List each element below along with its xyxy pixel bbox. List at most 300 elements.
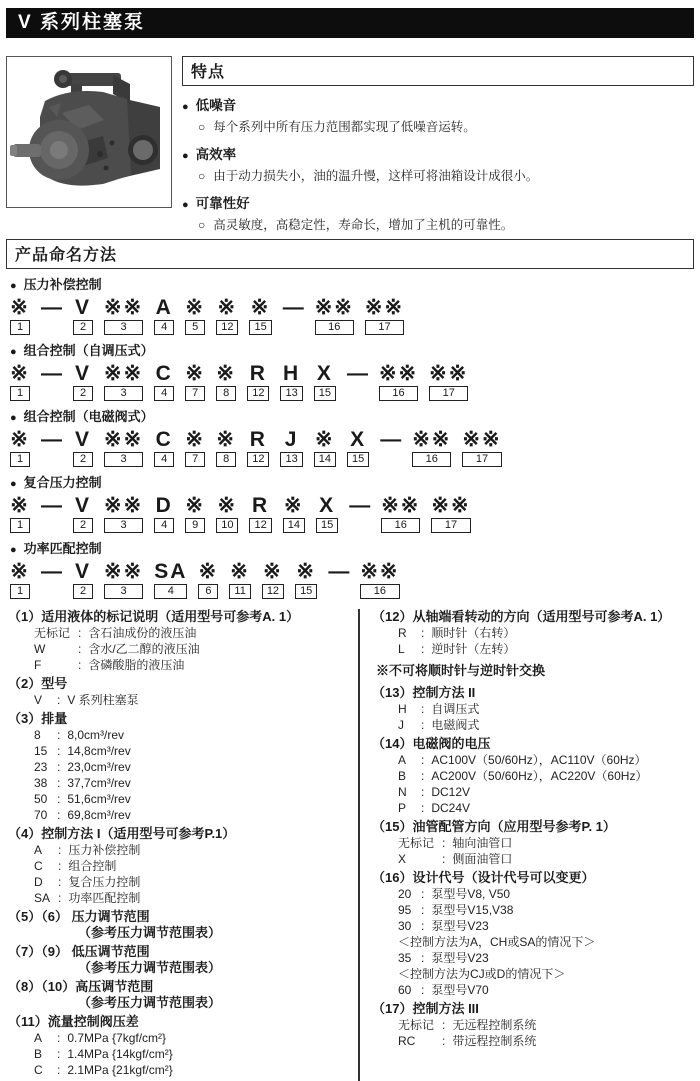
code-glyph: R (251, 494, 270, 517)
code-segment (347, 362, 368, 385)
spec-sublist (8, 842, 348, 906)
code-segment (280, 428, 302, 467)
code-segment (381, 494, 420, 533)
spec-item (8, 944, 348, 976)
model-code-row (10, 560, 694, 599)
feature-desc (198, 215, 694, 233)
code-position-box: 2 (73, 386, 93, 401)
spec-item (8, 676, 348, 708)
bullet-icon: ● (182, 150, 189, 162)
code-glyph: A (155, 296, 173, 319)
feature-title (182, 143, 694, 163)
code-position-box: 16 (379, 386, 418, 401)
code-segment (41, 560, 62, 583)
spec-entry-value: AC100V（50/60Hz），AC110V（60Hz） (431, 753, 647, 767)
code-segment (185, 296, 205, 335)
spec-entry-code: B (398, 769, 407, 783)
code-glyph: C (155, 362, 173, 385)
spec-entry (398, 768, 694, 784)
colon-separator: : (57, 1063, 61, 1077)
code-segment (73, 494, 93, 533)
code-segment (262, 560, 284, 599)
code-segment (379, 362, 418, 401)
spec-item-heading: （4）控制方法 I（适用型号可参考P.1） (8, 826, 236, 841)
code-glyph: X (316, 362, 333, 385)
colon-separator: : (442, 836, 446, 850)
code-segment (365, 296, 404, 335)
spec-entry (34, 625, 348, 641)
code-position-box: 2 (73, 320, 93, 335)
spec-note: ＜控制方法为A，CH或SA的情况下＞ (398, 935, 596, 949)
spec-item (372, 819, 694, 867)
code-position-box: 16 (315, 320, 354, 335)
colon-separator: : (421, 642, 425, 656)
code-glyph: D (155, 494, 173, 517)
code-glyph: — (346, 362, 368, 385)
spec-item-heading: （14）电磁阀的电压 (372, 736, 491, 751)
code-glyph: — (41, 362, 62, 385)
spec-entry-value: 51,6cm³/rev (67, 792, 131, 806)
feature-title-text: 可靠性好 (195, 196, 250, 211)
spec-sublist (372, 1017, 694, 1049)
code-position-box: 15 (295, 584, 317, 599)
colon-separator: : (58, 891, 62, 905)
spec-entry-code: 50 (34, 792, 48, 806)
code-position-box: 3 (104, 452, 143, 467)
code-glyph: ※※ (104, 494, 144, 517)
spec-entry-value: 复合压力控制 (68, 875, 141, 889)
spec-entry (398, 1033, 694, 1049)
feature-title-text: 低噪音 (195, 98, 237, 113)
code-glyph: ※ (10, 494, 30, 517)
spec-entry (34, 890, 348, 906)
spec-entry (398, 950, 694, 966)
code-glyph: — (282, 296, 304, 319)
code-glyph: ※※ (104, 296, 144, 319)
code-position-box: 3 (104, 320, 143, 335)
spec-entry-code: 无标记 (398, 1018, 435, 1032)
code-position-box: 1 (10, 518, 30, 533)
code-glyph: ※ (10, 296, 30, 319)
spec-entry-code: 35 (398, 951, 412, 965)
colon-separator: : (442, 852, 446, 866)
code-glyph: — (380, 428, 402, 451)
spec-entry (34, 692, 348, 708)
spec-entry-code: A (398, 753, 407, 767)
features-section (182, 56, 694, 233)
spec-entry (34, 791, 348, 807)
spec-item-heading: （15）油管配管方向（应用型号参考P. 1） (372, 819, 616, 834)
code-glyph: ※ (217, 296, 238, 319)
spec-entry (398, 752, 694, 768)
spec-entry-value: 0.7MPa {7kgf/cm²} (67, 1031, 167, 1045)
spec-sublist (372, 625, 694, 657)
spec-column-right (358, 609, 694, 1081)
code-segment (412, 428, 451, 467)
spec-item-heading: （13）控制方法 II (372, 685, 476, 700)
spec-item-subheading: （参考压力调节范围表） (78, 995, 222, 1010)
code-segment (73, 296, 93, 335)
spec-sublist (372, 701, 694, 733)
spec-item (372, 685, 694, 733)
spec-item-heading: （3）排量 (8, 711, 68, 726)
spec-entry-value: 2.1MPa {21kgf/cm²} (67, 1063, 173, 1077)
naming-group-title-text: 功率匹配控制 (23, 541, 102, 556)
code-glyph: V (74, 560, 91, 583)
spec-entry-value: V 系列柱塞泵 (67, 693, 139, 707)
spec-entry-code: 15 (34, 744, 48, 758)
code-glyph: ※※ (429, 362, 469, 385)
bullet-icon: ● (10, 544, 17, 556)
spec-item (372, 1001, 694, 1049)
circle-icon: ○ (198, 218, 206, 232)
code-position-box: 17 (431, 518, 470, 533)
code-segment (41, 296, 62, 319)
naming-group-title (10, 540, 694, 559)
features-list (182, 94, 694, 233)
code-glyph: — (41, 296, 62, 319)
model-code-row (10, 362, 694, 401)
spec-item-heading: （12）从轴端看转动的方向（适用型号可参考A. 1） (372, 609, 671, 624)
code-glyph: V (74, 428, 91, 451)
code-position-box: 12 (216, 320, 238, 335)
code-position-box: 4 (154, 386, 174, 401)
code-glyph: ※ (296, 560, 316, 583)
code-position-box: 8 (216, 386, 236, 401)
spec-entry-code: 60 (398, 983, 412, 997)
bullet-icon: ● (10, 412, 17, 424)
code-glyph: ※※ (314, 296, 354, 319)
code-glyph: — (41, 560, 62, 583)
spec-sublist (8, 625, 348, 673)
code-glyph: ※ (250, 296, 271, 319)
spec-entry-code: SA (34, 891, 51, 905)
colon-separator: : (58, 859, 62, 873)
spec-entry-value: 电磁阀式 (431, 718, 480, 732)
spec-note: ＜控制方法为CJ或D的情况下＞ (398, 967, 566, 981)
feature-desc-text: 由于动力损失小，油的温升慢，这样可将油箱设计成很小。 (213, 169, 539, 183)
code-segment (283, 296, 304, 319)
code-glyph: ※※ (378, 362, 419, 385)
spec-entry-code: B (34, 1047, 43, 1061)
spec-item-heading: （2）型号 (8, 676, 68, 691)
spec-entry-code: X (398, 852, 407, 866)
page-title: V 系列柱塞泵 (6, 8, 694, 38)
spec-entry-value: DC12V (431, 785, 471, 799)
spec-entry-value: 含石油成份的液压油 (88, 626, 197, 640)
naming-group-title-text: 组合控制（电磁阀式） (23, 409, 154, 424)
colon-separator: : (421, 702, 425, 716)
code-segment (328, 560, 349, 583)
colon-separator: : (421, 753, 425, 767)
code-segment (360, 560, 399, 599)
code-segment (41, 428, 62, 451)
code-position-box: 15 (316, 518, 338, 533)
spec-item (372, 870, 694, 998)
feature-title-text: 高效率 (195, 147, 237, 162)
spec-entry-value: 含磷酸脂的液压油 (88, 658, 185, 672)
spec-entry-value: 8,0cm³/rev (67, 728, 125, 742)
code-position-box: 6 (198, 584, 218, 599)
spec-entry-code: 30 (398, 919, 412, 933)
spec-entry-code: W (34, 642, 46, 656)
spec-entry-value: 1.4MPa {14kgf/cm²} (67, 1047, 173, 1061)
naming-group-title-text: 复合压力控制 (23, 475, 102, 490)
code-glyph: ※ (185, 428, 205, 451)
spec-entry (398, 902, 694, 918)
spec-entry-code: C (34, 859, 43, 873)
spec-entry-value: 组合控制 (68, 859, 117, 873)
code-segment (462, 428, 501, 467)
code-position-box: 9 (185, 518, 205, 533)
naming-group-title (10, 276, 694, 295)
code-segment (429, 362, 468, 401)
code-glyph: ※ (284, 494, 304, 517)
model-code-row (10, 296, 694, 335)
spec-entry-value: 泵型号V23 (431, 951, 489, 965)
colon-separator: : (421, 951, 425, 965)
code-glyph: ※ (185, 362, 205, 385)
colon-separator: : (421, 903, 425, 917)
naming-group-title-text: 压力补偿控制 (23, 277, 102, 292)
model-code-row (10, 428, 694, 467)
bullet-icon: ● (182, 101, 189, 113)
code-glyph: ※ (10, 428, 30, 451)
spec-item-heading: （5）（6） 压力调节范围 (8, 909, 150, 924)
code-glyph: ※ (230, 560, 250, 583)
spec-item (372, 736, 694, 816)
code-glyph: V (74, 362, 91, 385)
spec-entry-code: 无标记 (34, 626, 71, 640)
code-glyph: ※ (216, 362, 236, 385)
code-position-box: 1 (10, 386, 30, 401)
spec-item (8, 711, 348, 823)
code-glyph: ※ (10, 362, 30, 385)
code-glyph: C (155, 428, 173, 451)
code-segment (154, 362, 174, 401)
intro-section (6, 56, 694, 233)
spec-item-heading: （17）控制方法 III (372, 1001, 479, 1016)
naming-group-title (10, 408, 694, 427)
code-segment (10, 362, 30, 401)
code-segment (316, 494, 338, 533)
spec-entry (34, 759, 348, 775)
code-segment (314, 362, 336, 401)
code-segment (216, 296, 238, 335)
spec-entry (398, 851, 694, 867)
code-position-box: 7 (185, 452, 205, 467)
code-segment (41, 494, 62, 517)
colon-separator: : (57, 744, 61, 758)
bullet-icon: ● (10, 346, 17, 358)
code-segment (247, 362, 269, 401)
spec-column-left (6, 609, 358, 1081)
code-position-box: 3 (104, 584, 143, 599)
spec-entry (34, 1046, 348, 1062)
spec-entry (34, 641, 348, 657)
code-position-box: 7 (185, 386, 205, 401)
code-glyph: R (249, 362, 267, 385)
code-glyph: X (350, 428, 367, 451)
spec-entry-code: P (398, 801, 407, 815)
circle-icon: ○ (198, 169, 206, 183)
code-position-box: 15 (347, 452, 369, 467)
code-position-box: 16 (360, 584, 399, 599)
code-segment (216, 494, 238, 533)
code-segment (10, 296, 30, 335)
code-position-box: 1 (10, 452, 30, 467)
code-segment (10, 494, 30, 533)
spec-item-heading: （7）（9） 低压调节范围 (8, 944, 150, 959)
note-text: ※不可将顺时针与逆时针交换 (376, 663, 546, 678)
spec-entry-code: A (34, 843, 43, 857)
colon-separator: : (57, 1031, 61, 1045)
spec-entry (398, 701, 694, 717)
code-position-box: 3 (104, 518, 143, 533)
colon-separator: : (442, 1034, 446, 1048)
spec-entry (398, 717, 694, 733)
spec-entry-value: 69,8cm³/rev (67, 808, 131, 822)
code-segment (349, 494, 370, 517)
spec-columns (6, 609, 694, 1081)
code-segment (154, 428, 174, 467)
spec-entry-value: 23,0cm³/rev (67, 760, 131, 774)
code-segment (216, 428, 236, 467)
code-glyph: ※ (315, 428, 335, 451)
code-segment (380, 428, 401, 451)
feature-title (182, 192, 694, 212)
code-glyph: V (74, 494, 91, 517)
code-glyph: ※※ (412, 428, 452, 451)
spec-sublist (8, 727, 348, 823)
spec-entry-value: 带远程控制系统 (452, 1034, 537, 1048)
colon-separator: : (57, 693, 61, 707)
feature-desc (198, 117, 694, 135)
code-segment (104, 494, 143, 533)
code-glyph: ※※ (431, 494, 471, 517)
code-segment (104, 428, 143, 467)
colon-separator: : (58, 843, 62, 857)
code-segment (247, 428, 269, 467)
code-position-box: 15 (249, 320, 271, 335)
code-position-box: 14 (314, 452, 336, 467)
spec-entry-value: 泵型号V23 (431, 919, 489, 933)
code-segment (295, 560, 317, 599)
code-segment (154, 494, 174, 533)
code-position-box: 17 (365, 320, 404, 335)
code-segment (431, 494, 470, 533)
code-segment (185, 428, 205, 467)
code-position-box: 17 (429, 386, 468, 401)
code-position-box: 4 (154, 320, 174, 335)
code-segment (41, 362, 62, 385)
colon-separator: : (78, 626, 82, 640)
spec-entry-value: DC24V (431, 801, 471, 815)
spec-item (8, 609, 348, 673)
model-code-row (10, 494, 694, 533)
spec-item (8, 979, 348, 1011)
spec-entry-code: 20 (398, 887, 412, 901)
code-segment (10, 560, 30, 599)
code-segment (249, 296, 271, 335)
bullet-icon: ● (10, 280, 17, 292)
code-glyph: X (319, 494, 336, 517)
naming-group-title-text: 组合控制（自调压式） (23, 343, 154, 358)
code-position-box: 16 (381, 518, 420, 533)
spec-entry-code: 8 (34, 728, 41, 742)
code-position-box: 4 (154, 584, 187, 599)
colon-separator: : (78, 642, 82, 656)
spec-entry-code: F (34, 658, 42, 672)
spec-entry-code: N (398, 785, 407, 799)
spec-item-subheading: （参考压力调节范围表） (78, 925, 222, 940)
colon-separator: : (421, 887, 425, 901)
code-glyph: ※ (185, 494, 205, 517)
code-position-box: 2 (73, 584, 93, 599)
code-segment (185, 494, 205, 533)
code-glyph: SA (154, 560, 188, 583)
code-position-box: 13 (280, 386, 302, 401)
spec-item-heading: （8）（10）高压调节范围 (8, 979, 154, 994)
spec-entry-code: A (34, 1031, 43, 1045)
code-segment (283, 494, 305, 533)
code-glyph: V (74, 296, 91, 319)
code-position-box: 4 (154, 452, 174, 467)
colon-separator: : (421, 769, 425, 783)
spec-sublist (8, 692, 348, 708)
code-position-box: 12 (247, 386, 269, 401)
spec-entry-value: 泵型号V70 (431, 983, 489, 997)
code-segment (185, 362, 205, 401)
spec-entry-code: R (398, 626, 407, 640)
spec-entry (34, 727, 348, 743)
features-title: 特点 (182, 56, 694, 86)
colon-separator: : (57, 760, 61, 774)
code-segment (104, 362, 143, 401)
colon-separator: : (421, 919, 425, 933)
code-position-box: 12 (247, 452, 269, 467)
spec-entry-code: 无标记 (398, 836, 435, 850)
colon-separator: : (78, 658, 82, 672)
spec-entry-code: J (398, 718, 404, 732)
code-position-box: 13 (280, 452, 302, 467)
code-position-box: 11 (229, 584, 250, 599)
colon-separator: : (57, 792, 61, 806)
code-position-box: 1 (10, 584, 30, 599)
code-position-box: 17 (462, 452, 501, 467)
code-position-box: 4 (154, 518, 174, 533)
spec-entry-value: 泵型号V8, V50 (431, 887, 511, 901)
spec-entry (34, 874, 348, 890)
feature-desc-text: 每个系列中所有压力范围都实现了低噪音运转。 (213, 120, 476, 134)
code-segment (249, 494, 271, 533)
code-position-box: 14 (283, 518, 305, 533)
code-segment (104, 560, 143, 599)
spec-entry-code: 95 (398, 903, 412, 917)
code-glyph: R (249, 428, 267, 451)
spec-entry-code: V (34, 693, 43, 707)
code-position-box: 12 (262, 584, 284, 599)
code-glyph: H (282, 362, 301, 385)
spec-entry-value: 轴向油管口 (452, 836, 513, 850)
spec-entry (398, 835, 694, 851)
code-glyph: ※※ (364, 296, 405, 319)
spec-entry (398, 982, 694, 998)
feature-desc (198, 166, 694, 184)
spec-item-heading: （16）设计代号（设计代号可以变更） (372, 870, 595, 885)
spec-entry (398, 1017, 694, 1033)
code-position-box: 2 (73, 518, 93, 533)
